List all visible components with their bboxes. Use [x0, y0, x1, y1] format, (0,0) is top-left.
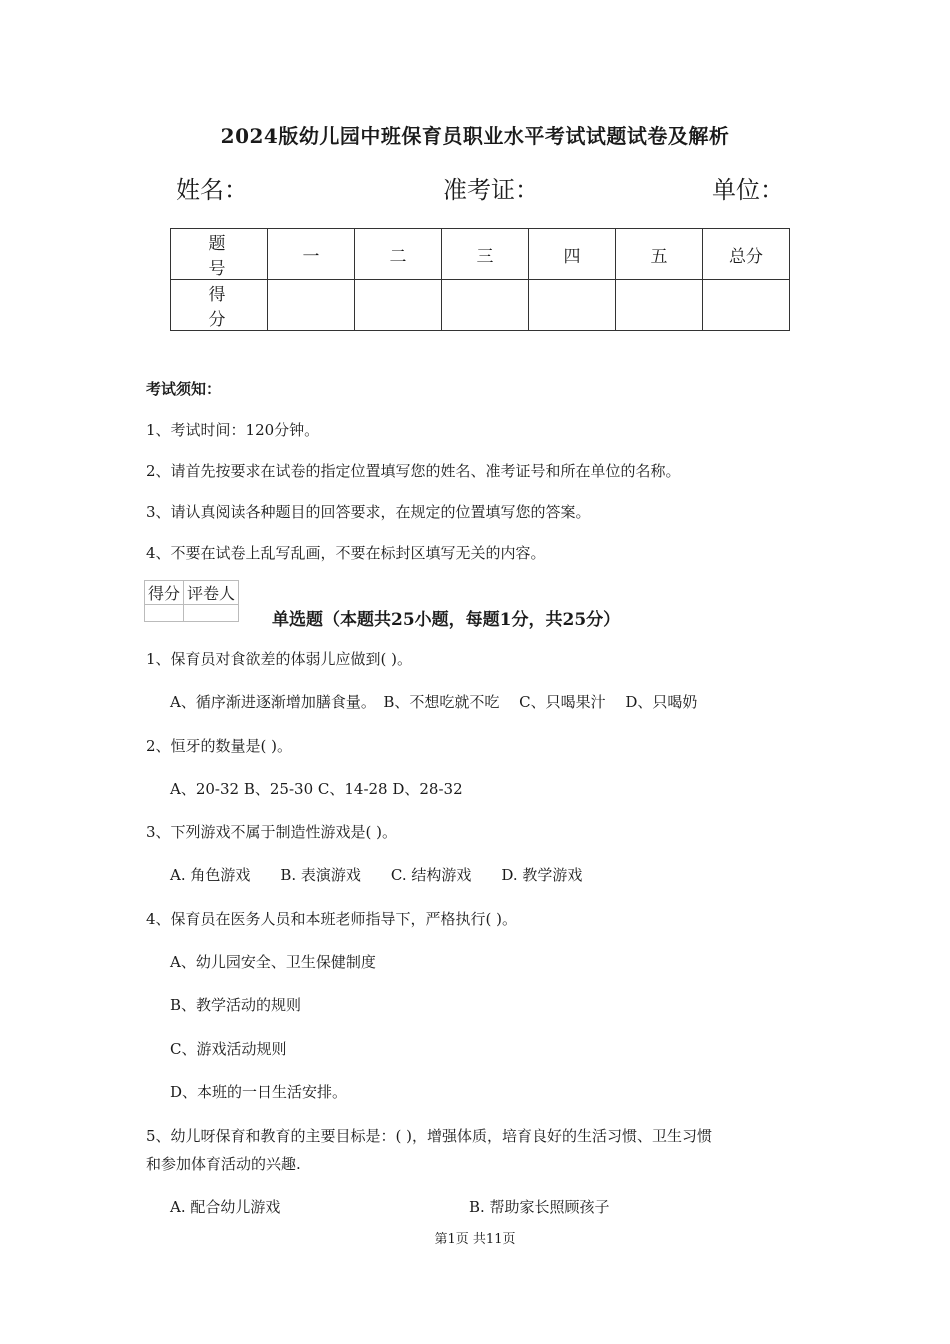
grader-score-label: 得分	[145, 581, 184, 605]
question-5-option-a: A. 配合幼儿游戏	[170, 1198, 281, 1216]
total-header: 总分	[703, 229, 790, 280]
score-table	[170, 228, 790, 331]
section-title: 单选题（本题共25小题，每题1分，共25分）	[272, 610, 621, 630]
score-cell-4[interactable]	[529, 280, 616, 331]
score-cell-total[interactable]	[703, 280, 790, 331]
score-cell-5[interactable]	[616, 280, 703, 331]
score-cell-1[interactable]	[268, 280, 355, 331]
section-2-header: 二	[355, 229, 442, 280]
question-4: 4、保育员在医务人员和本班老师指导下，严格执行( )。	[146, 910, 518, 928]
question-4-option-a: A、幼儿园安全、卫生保健制度	[170, 953, 376, 971]
notice-item-1: 1、考试时间：120分钟。	[146, 421, 320, 439]
question-1: 1、保育员对食欲差的体弱儿应做到( )。	[146, 650, 413, 668]
question-2: 2、恒牙的数量是( )。	[146, 737, 293, 755]
section-3-header: 三	[442, 229, 529, 280]
question-5-option-b: B. 帮助家长照顾孩子	[469, 1198, 610, 1216]
score-table-score-row	[171, 280, 790, 331]
notice-heading: 考试须知：	[146, 380, 222, 398]
unit-label: 单位：	[712, 176, 784, 204]
question-number-header: 题 号	[171, 229, 268, 280]
grader-score-cell[interactable]	[145, 605, 184, 622]
question-2-options: A、20-32 B、25-30 C、14-28 D、28-32	[170, 780, 463, 798]
question-5-line-1: 5、幼儿呀保育和教育的主要目标是：( )，增强体质，培育良好的生活习惯、卫生习惯	[146, 1127, 713, 1145]
question-4-option-c: C、游戏活动规则	[170, 1040, 287, 1058]
name-label: 姓名：	[176, 176, 248, 204]
question-1-options: A、循序渐进逐渐增加膳食量。 B、不想吃就不吃 C、只喝果汁 D、只喝奶	[170, 693, 698, 711]
question-5-line-2: 和参加体育活动的兴趣.	[146, 1155, 301, 1173]
question-4-option-d: D、本班的一日生活安排。	[170, 1083, 348, 1101]
section-4-header: 四	[529, 229, 616, 280]
question-3: 3、下列游戏不属于制造性游戏是( )。	[146, 823, 398, 841]
grader-reviewer-label: 评卷人	[184, 581, 239, 605]
notice-item-3: 3、请认真阅读各种题目的回答要求，在规定的位置填写您的答案。	[146, 503, 591, 521]
page-footer: 第1页 共11页	[434, 1232, 516, 1247]
section-5-header: 五	[616, 229, 703, 280]
page-title: 2024版幼儿园中班保育员职业水平考试试题试卷及解析	[220, 124, 730, 148]
score-table-header-row	[171, 229, 790, 280]
question-4-option-b: B、教学活动的规则	[170, 996, 302, 1014]
grader-table	[144, 580, 239, 622]
question-3-options: A. 角色游戏 B. 表演游戏 C. 结构游戏 D. 教学游戏	[170, 866, 583, 884]
notice-item-4: 4、不要在试卷上乱写乱画，不要在标封区填写无关的内容。	[146, 544, 546, 562]
score-cell-3[interactable]	[442, 280, 529, 331]
grader-reviewer-cell[interactable]	[184, 605, 239, 622]
notice-item-2: 2、请首先按要求在试卷的指定位置填写您的姓名、准考证号和所在单位的名称。	[146, 462, 681, 480]
score-label: 得 分	[171, 280, 268, 331]
exam-id-label: 准考证：	[443, 176, 539, 204]
score-cell-2[interactable]	[355, 280, 442, 331]
section-1-header: 一	[268, 229, 355, 280]
